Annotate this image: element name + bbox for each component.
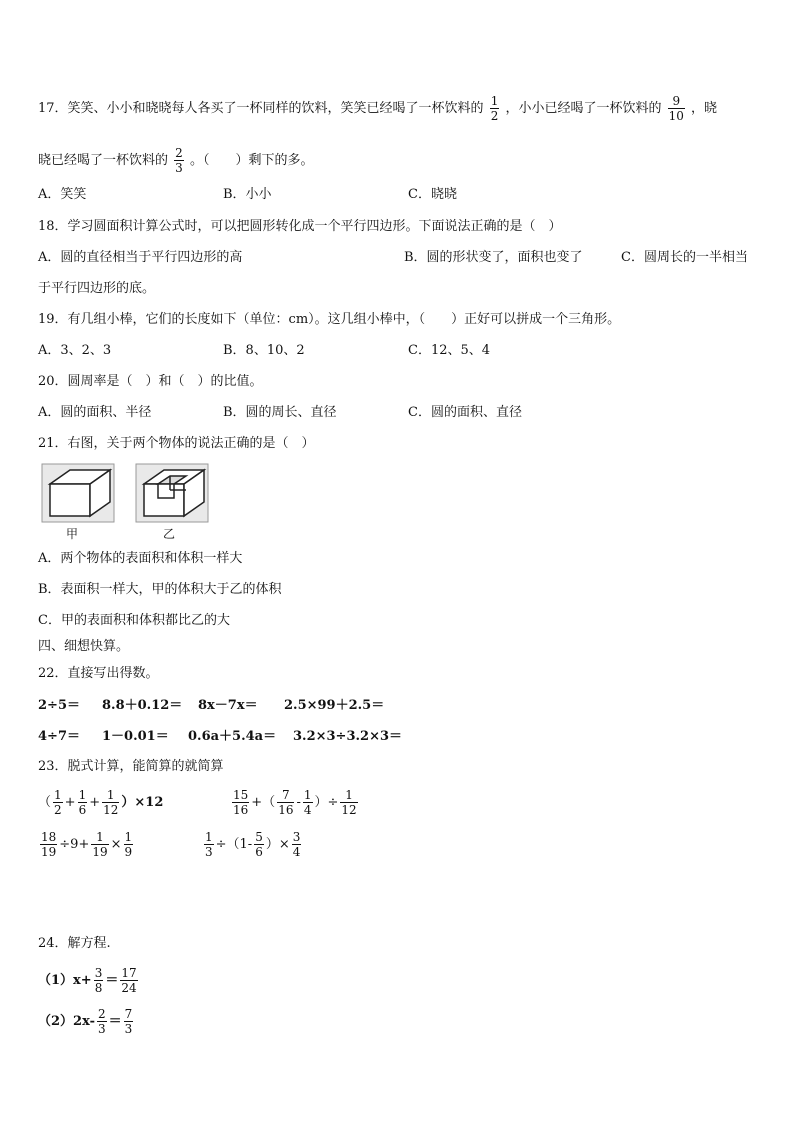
q22-calc-7: 0.6a＋5.4a＝ [188,729,277,744]
q23-expression-2: $\frac{15}{16}$ +（ $\frac{7}{16}$ - $\frac{1}{4}$ ）÷ $\frac{1}{12}$ [233,788,357,817]
q21-option-a[interactable]: A．两个物体的表面积和体积一样大 [38,551,243,566]
q24-stem: 24．解方程. [38,936,111,951]
q24-equation-2: （2）2x- $\frac{2}{3}$ ＝ $\frac{7}{3}$ [38,1007,133,1036]
fraction: $\frac{1}{19}$ [92,830,108,859]
q17-option-c[interactable]: C．晓晓 [408,187,457,202]
section-heading: 四、细想快算。 [38,639,130,654]
fraction: $\frac{3}{4}$ [292,830,301,859]
q17-fraction-1: $\frac{1}{2}$ [490,94,499,123]
q19-option-b[interactable]: B．8、10、2 [223,343,305,358]
q22-calc-3: 8x－7x＝ [198,698,258,713]
q22-calc-6: 1－0.01＝ [102,729,169,744]
q22-calc-8: 3.2×3÷3.2×3＝ [293,729,403,744]
q17-option-b[interactable]: B．小小 [223,187,272,202]
q18-stem: 18．学习圆面积计算公式时，可以把圆形转化成一个平行四边形。下面说法正确的是（ ） [38,219,562,234]
q17-text3: ，晓 [691,101,718,116]
fraction: $\frac{18}{19}$ [41,830,57,859]
q21-option-c[interactable]: C．甲的表面积和体积都比乙的大 [38,613,230,628]
fraction: $\frac{17}{24}$ [121,966,137,995]
q18-option-b[interactable]: B．圆的形状变了，面积也变了 [404,250,583,265]
q23-expression-4: $\frac{1}{3}$ ÷（1- $\frac{5}{6}$ ）× $\frac{3}{4}$ [205,830,301,859]
q23-expression-1: （ $\frac{1}{2}$ + $\frac{1}{6}$ + $\frac{1}{12}$ ）×12 [38,788,164,817]
q19-option-c[interactable]: C．12、5、4 [408,343,491,358]
fraction: $\frac{7}{16}$ [278,788,294,817]
fraction: $\frac{1}{12}$ [103,788,119,817]
q18-option-a[interactable]: A．圆的直径相当于平行四边形的高 [38,250,243,265]
fraction: $\frac{1}{12}$ [341,788,357,817]
q17-fraction-3: $\frac{2}{3}$ [175,146,183,175]
q19-stem: 19．有几组小棒，它们的长度如下（单位：cm）。这几组小棒中，（ ）正好可以拼成一个三角形。 [38,312,621,327]
fraction: $\frac{7}{3}$ [124,1007,133,1036]
q23-stem: 23．脱式计算，能简算的就简算 [38,759,224,774]
q21-option-b[interactable]: B．表面积一样大，甲的体积大于乙的体积 [38,582,282,597]
q24-equation-1: （1）x+ $\frac{3}{8}$ ＝ $\frac{17}{24}$ [38,966,137,995]
q20-stem: 20．圆周率是（ ）和（ ）的比值。 [38,374,263,389]
q17-text2: ，小小已经喝了一杯饮料的 [505,101,662,116]
q17-fraction-2: $\frac{9}{10}$ [668,94,684,123]
q19-option-a[interactable]: A．3、2、3 [38,343,112,358]
figure-label-jia: 甲 [66,527,79,541]
solid-cube-figure [42,464,114,522]
q17-line1 [38,94,717,123]
q22-calc-1: 2÷5＝ [38,698,80,713]
q18-option-c-continued: 于平行四边形的底。 [38,281,156,296]
fraction: $\frac{5}{6}$ [255,830,263,859]
fraction: $\frac{15}{16}$ [233,788,249,817]
q22-calc-2: 8.8＋0.12＝ [102,698,183,713]
q17-line2 [38,146,313,175]
q17-text4: 晓已经喝了一杯饮料的 [38,153,169,168]
q22-calc-4: 2.5×99＋2.5＝ [284,698,385,713]
q21-stem: 21．右图，关于两个物体的说法正确的是（ ） [38,436,315,451]
q20-option-c[interactable]: C．圆的面积、直径 [408,405,522,420]
q17-option-a[interactable]: A．笑笑 [38,187,87,202]
fraction: $\frac{3}{8}$ [94,966,103,995]
figure-label-yi: 乙 [163,527,176,541]
fraction: $\frac{1}{3}$ [205,830,213,859]
fraction: $\frac{1}{2}$ [54,788,62,817]
q23-expression-3: $\frac{18}{19}$ ÷9+ $\frac{1}{19}$ × $\frac{1}{9}$ [41,830,133,859]
notched-cube-figure [136,464,208,522]
q20-option-b[interactable]: B．圆的周长、直径 [223,405,337,420]
q22-stem: 22．直接写出得数。 [38,666,159,681]
q17-text1: 17．笑笑、小小和晓晓每人各买了一杯同样的饮料，笑笑已经喝了一杯饮料的 [38,101,484,116]
fraction: $\frac{1}{6}$ [78,788,87,817]
q20-option-a[interactable]: A．圆的面积、半径 [38,405,152,420]
fraction: $\frac{1}{9}$ [124,830,133,859]
fraction: $\frac{1}{4}$ [303,788,312,817]
q17-text5: 。（ ）剩下的多。 [189,153,314,168]
q22-calc-5: 4÷7＝ [38,729,80,744]
fraction: $\frac{2}{3}$ [98,1007,106,1036]
q18-option-c[interactable]: C．圆周长的一半相当 [621,250,748,265]
